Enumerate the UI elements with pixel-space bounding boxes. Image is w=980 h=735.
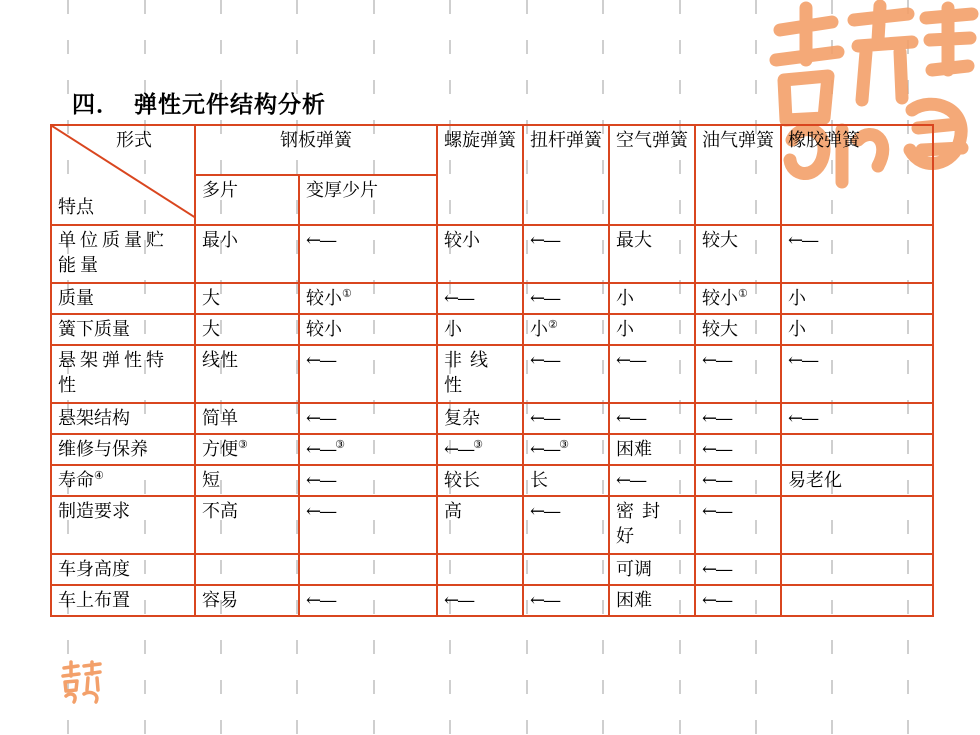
table-cell	[781, 434, 933, 465]
table-cell: 长	[523, 465, 609, 496]
header-rubber-spring: 橡胶弹簧	[781, 125, 933, 225]
table-cell	[195, 554, 299, 585]
row-label: 质量	[51, 283, 195, 314]
row-label: 单位质量贮能量	[51, 225, 195, 283]
table-cell	[299, 283, 437, 314]
table-cell	[437, 434, 523, 465]
table-cell: 较大	[695, 314, 781, 345]
table-cell: ←—	[523, 403, 609, 434]
header-tapered-leaf: 变厚少片	[299, 175, 437, 225]
table-cell	[299, 434, 437, 465]
cell-text: ←—	[444, 439, 474, 460]
footnote-mark: ④	[94, 469, 104, 482]
table-cell: ←—	[437, 585, 523, 616]
section-number: 四．	[72, 91, 120, 118]
header-oil-gas-spring: 油气弹簧	[695, 125, 781, 225]
table-cell	[523, 554, 609, 585]
table-cell: ←—	[609, 465, 695, 496]
table-cell: ←—	[781, 345, 933, 403]
header-coil-spring: 螺旋弹簧	[437, 125, 523, 225]
table-cell	[781, 585, 933, 616]
table-cell: 小	[609, 314, 695, 345]
row-label: 悬架弹性特性	[51, 345, 195, 403]
table-cell: 密封好	[609, 496, 695, 554]
table-row	[51, 345, 933, 403]
cell-text: ←—	[306, 439, 336, 460]
table-row	[51, 434, 933, 465]
table-cell: 复杂	[437, 403, 523, 434]
corner-form-label: 形式	[116, 130, 152, 151]
footnote-mark: ③	[238, 438, 248, 451]
table-cell	[781, 554, 933, 585]
table-cell	[523, 434, 609, 465]
footnote-mark: ①	[738, 287, 748, 300]
table-cell: 最大	[609, 225, 695, 283]
header-leaf-spring: 钢板弹簧	[195, 125, 437, 175]
table-cell: ←—	[299, 465, 437, 496]
table-cell: 最小	[195, 225, 299, 283]
cell-text: ←—	[530, 439, 560, 460]
table-cell: 非线性	[437, 345, 523, 403]
table-cell: 线性	[195, 345, 299, 403]
table-cell: 小	[609, 283, 695, 314]
table-cell: ←—	[437, 283, 523, 314]
header-multi-leaf: 多片	[195, 175, 299, 225]
table-cell: 困难	[609, 434, 695, 465]
cell-text: 方便	[202, 439, 238, 460]
header-row	[51, 125, 933, 175]
table-row	[51, 465, 933, 496]
table-cell: ←—	[695, 496, 781, 554]
table-cell: 小	[437, 314, 523, 345]
table-cell: ←—	[609, 345, 695, 403]
corner-header-cell	[51, 125, 195, 225]
table-cell: 短	[195, 465, 299, 496]
table-cell: ←—	[523, 225, 609, 283]
table-cell: ←—	[523, 283, 609, 314]
row-label-text: 寿命	[58, 470, 94, 491]
table-cell	[299, 554, 437, 585]
table-cell: ←—	[695, 585, 781, 616]
table-cell: 可调	[609, 554, 695, 585]
table-cell: ←—	[299, 585, 437, 616]
footnote-mark: ②	[548, 318, 558, 331]
table-cell: 易老化	[781, 465, 933, 496]
spring-comparison-table	[50, 124, 934, 617]
table-cell: 较小	[437, 225, 523, 283]
table-cell	[695, 283, 781, 314]
corner-feature-label: 特点	[58, 197, 94, 218]
table-cell: ←—	[781, 403, 933, 434]
table-cell: ←—	[695, 345, 781, 403]
table-cell: ←—	[523, 585, 609, 616]
table-cell: 困难	[609, 585, 695, 616]
decorative-seal-small	[60, 660, 104, 704]
table-cell: ←—	[299, 345, 437, 403]
table-cell: ←—	[609, 403, 695, 434]
table-cell: ←—	[695, 554, 781, 585]
table-cell: ←—	[695, 403, 781, 434]
table-cell: ←—	[299, 496, 437, 554]
table-cell: 高	[437, 496, 523, 554]
row-label	[51, 465, 195, 496]
table-row	[51, 496, 933, 554]
table-cell: 容易	[195, 585, 299, 616]
table-row	[51, 225, 933, 283]
table-cell: ←—	[523, 496, 609, 554]
row-label: 制造要求	[51, 496, 195, 554]
table-row	[51, 283, 933, 314]
header-torsion-bar: 扭杆弹簧	[523, 125, 609, 225]
table-cell: 大	[195, 283, 299, 314]
table-cell: 简单	[195, 403, 299, 434]
table-cell	[195, 434, 299, 465]
footnote-mark: ①	[342, 287, 352, 300]
table-cell	[781, 496, 933, 554]
table-cell: 大	[195, 314, 299, 345]
header-air-spring: 空气弹簧	[609, 125, 695, 225]
footnote-mark: ③	[335, 438, 345, 451]
row-label: 簧下质量	[51, 314, 195, 345]
table-cell: 较大	[695, 225, 781, 283]
row-label: 车上布置	[51, 585, 195, 616]
row-label: 车身高度	[51, 554, 195, 585]
cell-text: 较小	[702, 288, 738, 309]
table-cell: 较长	[437, 465, 523, 496]
title-text: 弹性元件结构分析	[134, 91, 326, 118]
table-cell: 不高	[195, 496, 299, 554]
table-cell: 较小	[299, 314, 437, 345]
table-row	[51, 314, 933, 345]
row-label: 悬架结构	[51, 403, 195, 434]
table-cell: 小	[781, 283, 933, 314]
table-cell	[437, 554, 523, 585]
cell-text: 小	[530, 319, 548, 340]
footnote-mark: ③	[559, 438, 569, 451]
table-cell: ←—	[523, 345, 609, 403]
table-row	[51, 554, 933, 585]
footnote-mark: ③	[473, 438, 483, 451]
table-cell: ←—	[781, 225, 933, 283]
page-title	[72, 85, 326, 119]
table-row	[51, 585, 933, 616]
table-cell: 小	[781, 314, 933, 345]
table-cell: ←—	[695, 434, 781, 465]
row-label: 维修与保养	[51, 434, 195, 465]
table-cell: ←—	[299, 403, 437, 434]
table-cell	[523, 314, 609, 345]
table-row	[51, 403, 933, 434]
table-cell: ←—	[299, 225, 437, 283]
cell-text: 较小	[306, 288, 342, 309]
table-cell: ←—	[695, 465, 781, 496]
